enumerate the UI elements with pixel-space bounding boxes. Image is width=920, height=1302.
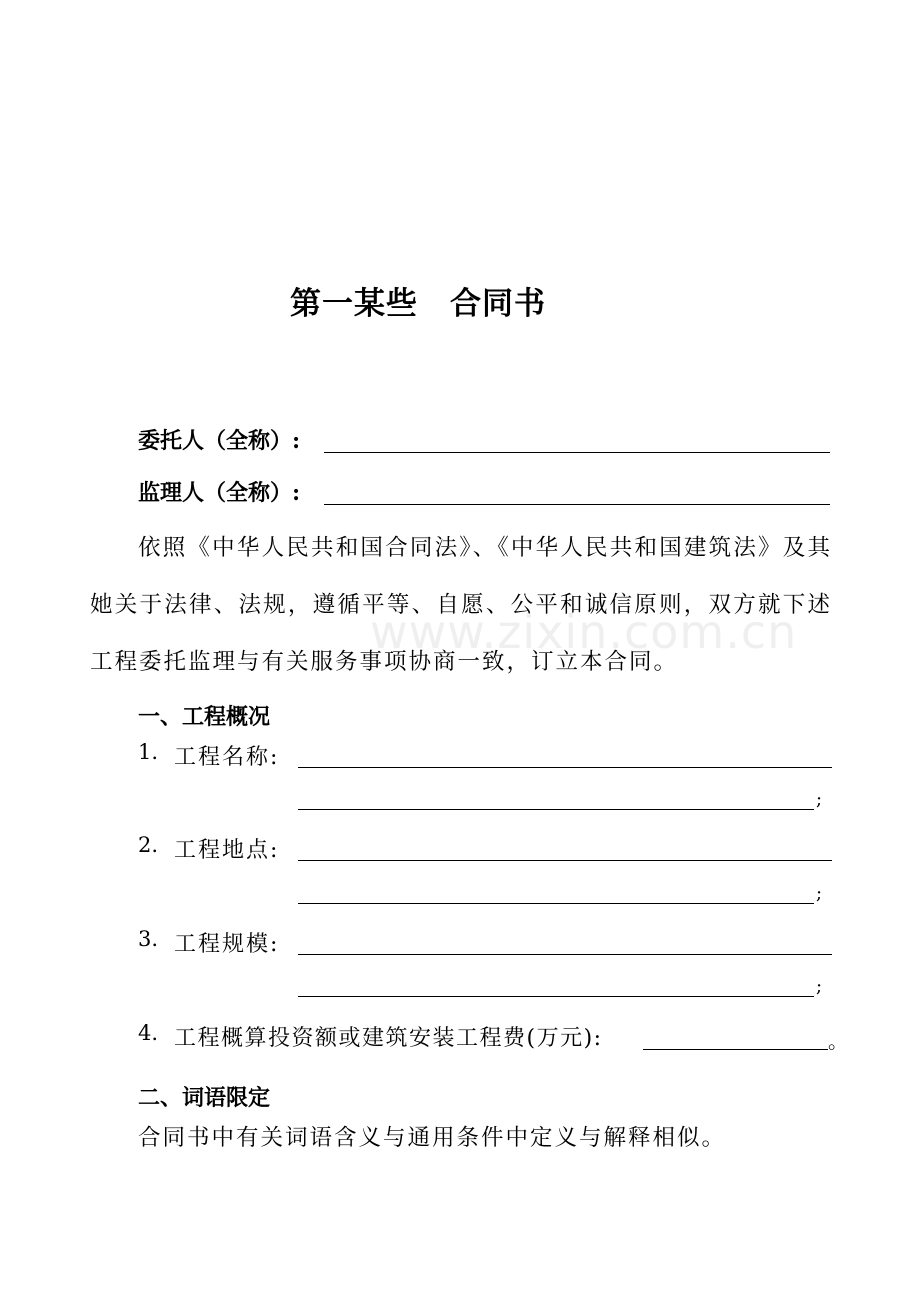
supervisor-blank-line — [324, 504, 830, 505]
section-heading-project-overview: 一、工程概况 — [138, 704, 271, 730]
project-location-row — [138, 833, 838, 873]
item-number: 4. — [138, 1021, 159, 1045]
project-scale-row — [138, 927, 838, 967]
client-field-row — [138, 424, 838, 458]
client-blank-line — [324, 452, 830, 453]
item-number: 2. — [138, 833, 159, 857]
section-heading-definitions: 二、词语限定 — [138, 1085, 271, 1111]
project-name-continuation — [298, 789, 838, 825]
project-location-blank-line — [298, 860, 832, 861]
project-location-label: 工程地点: — [174, 838, 280, 863]
preamble-paragraph: 依照《中华人民共和国合同法》、《中华人民共和国建筑法》及其她关于法律、法规，遵循平等、自愿、公平和诚信原则，双方就下述工程委托监理与有关服务事项协商一致，订立本合同。 — [90, 535, 832, 675]
supervisor-label: 监理人（全称）: — [138, 480, 301, 506]
line-end-punct: ; — [816, 976, 823, 997]
project-budget-label: 工程概算投资额或建筑安装工程费(万元): — [174, 1026, 603, 1051]
blank-line — [298, 903, 814, 904]
line-end-punct: ; — [816, 789, 823, 810]
project-name-blank-line — [298, 767, 832, 768]
page-title: 第一某些 合同书 — [290, 286, 546, 322]
project-scale-continuation — [298, 976, 838, 1012]
project-name-label: 工程名称: — [174, 745, 280, 770]
project-budget-row — [138, 1021, 848, 1061]
line-end-punct: ; — [816, 883, 823, 904]
definitions-text: 合同书中有关词语含义与通用条件中定义与解释相似。 — [138, 1125, 727, 1151]
project-name-row — [138, 740, 838, 780]
project-budget-blank-line — [643, 1049, 828, 1050]
watermark: www.zixin.com.cn — [370, 605, 798, 659]
blank-line — [298, 809, 814, 810]
client-label: 委托人（全称）: — [138, 428, 301, 454]
line-end-punct: 。 — [828, 1029, 848, 1053]
item-number: 3. — [138, 927, 159, 951]
supervisor-field-row — [138, 476, 838, 510]
item-number: 1. — [138, 740, 159, 764]
blank-line — [298, 996, 814, 997]
project-scale-label: 工程规模: — [174, 932, 280, 957]
project-location-continuation — [298, 883, 838, 919]
project-scale-blank-line — [298, 954, 832, 955]
